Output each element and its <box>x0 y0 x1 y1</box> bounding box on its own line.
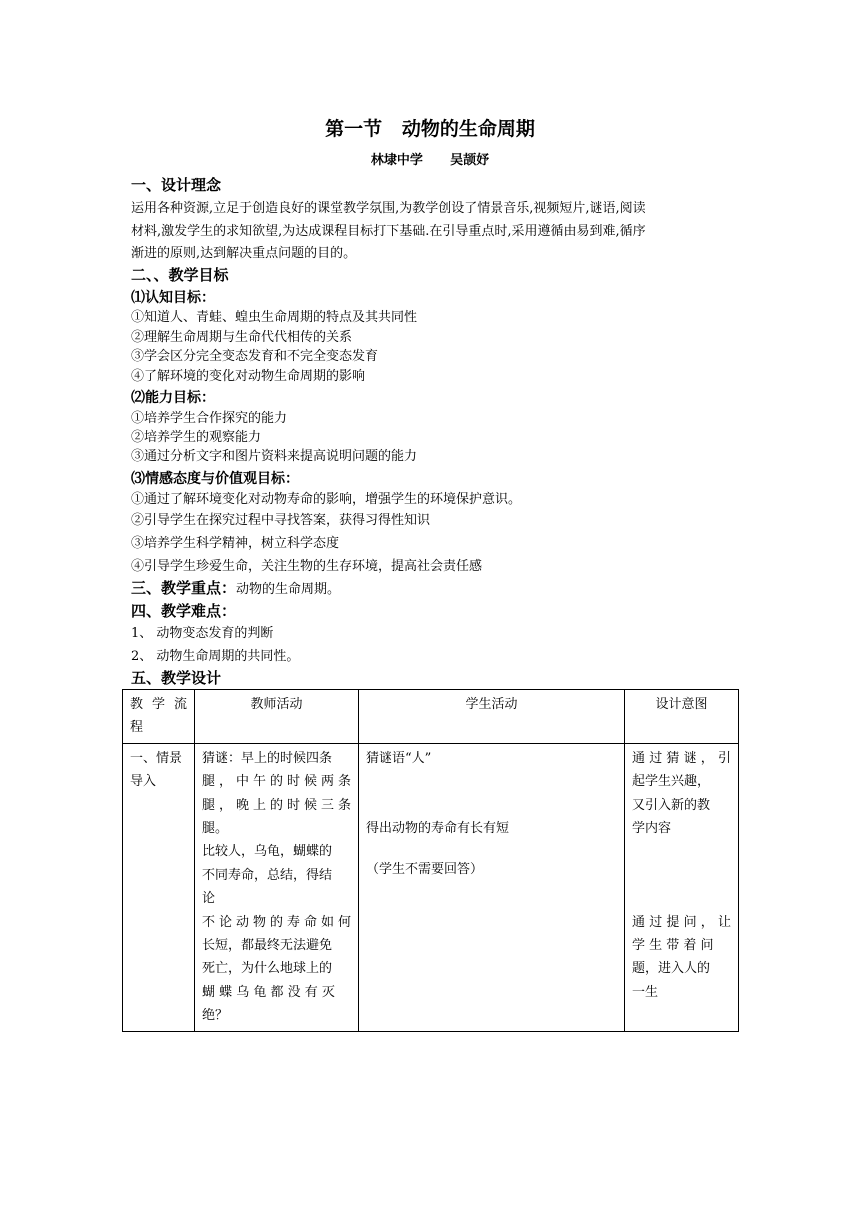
table-header-row <box>123 690 739 744</box>
table-row <box>123 743 739 1031</box>
design-intent-cell: 通过猜谜，引 起学生兴趣， 又引入新的教 学内容 通过提问，让 学 生 带 着 问 题，进入人的 一生 <box>625 743 739 1031</box>
section-1-heading: 一、设计理念 <box>131 176 222 194</box>
section-3 <box>131 578 741 600</box>
document-title: 第一节 动物的生命周期 <box>325 118 535 140</box>
header-process: 教 学 流 程 <box>123 690 195 744</box>
goal-item: ③学会区分完全变态发育和不完全变态发育 <box>131 349 379 364</box>
student-activity-cell: 猜谜语“人” 得出动物的寿命有长有短 （学生不需要回答） <box>359 743 625 1031</box>
goal-item: ③培养学生科学精神，树立科学态度 <box>131 536 340 551</box>
cognitive-goals-heading: ⑴认知目标： <box>131 290 215 306</box>
header-teacher-activity: 教师活动 <box>195 690 359 744</box>
author-line: 林埭中学 吴颉妤 <box>370 153 490 168</box>
ability-goals-heading: ⑵能力目标： <box>131 390 215 406</box>
goal-item: ①通过了解环境变化对动物寿命的影响，增强学生的环境保护意识。 <box>131 492 522 507</box>
goal-item: ①知道人、青蛙、蝗虫生命周期的特点及其共同性 <box>131 310 418 325</box>
header-design-intent: 设计意图 <box>625 690 739 744</box>
process-cell: 一、情景 导入 <box>123 743 195 1031</box>
difficulty-item: 2、 动物生命周期的共同性。 <box>131 649 300 664</box>
goal-item: ④了解环境的变化对动物生命周期的影响 <box>131 369 366 384</box>
section-3-heading: 三、教学重点： <box>131 579 237 597</box>
goal-item: ②引导学生在探究过程中寻找答案，获得习得性知识 <box>131 513 431 528</box>
goal-item: ③通过分析文字和图片资料来提高说明问题的能力 <box>131 449 418 464</box>
section-1-line: 运用各种资源,立足于创造良好的课堂教学氛围,为教学创设了情景音乐,视频短片,谜语,阅读 <box>131 201 646 216</box>
teacher-activity-cell: 猜谜：早上的时候四条 腿，中午的时候两条 腿，晚上的时候三条 腿。 比较人，乌龟，蝴蝶的 不同寿命，总结，得结 论 不论动物的寿命如何 长短，都最终无法避免 死亡，为什么地球上的 蝴 蝶 乌 龟 都 没 有 灭 绝？ <box>195 743 359 1031</box>
header-student-activity: 学生活动 <box>359 690 625 744</box>
difficulty-item: 1、 动物变态发育的判断 <box>131 626 274 641</box>
section-1-line: 材料,激发学生的求知欲望,为达成课程目标打下基础.在引导重点时,采用遵循由易到难,循序 <box>131 224 646 239</box>
teaching-design-table <box>122 689 739 1032</box>
goal-item: ②理解生命周期与生命代代相传的关系 <box>131 330 353 345</box>
key-point-text: 动物的生命周期。 <box>236 582 341 597</box>
section-2-heading: 二、、教学目标 <box>131 266 229 284</box>
goal-item: ①培养学生合作探究的能力 <box>131 411 288 426</box>
section-1-line: 渐进的原则,达到解决重点问题的目的。 <box>131 246 357 261</box>
emotion-goals-heading: ⑶情感态度与价值观目标： <box>131 471 299 487</box>
section-5-heading: 五、教学设计 <box>131 669 222 687</box>
section-4-heading: 四、教学难点： <box>131 602 237 620</box>
goal-item: ②培养学生的观察能力 <box>131 430 262 445</box>
goal-item: ④引导学生珍爱生命，关注生物的生存环境，提高社会责任感 <box>131 559 483 574</box>
